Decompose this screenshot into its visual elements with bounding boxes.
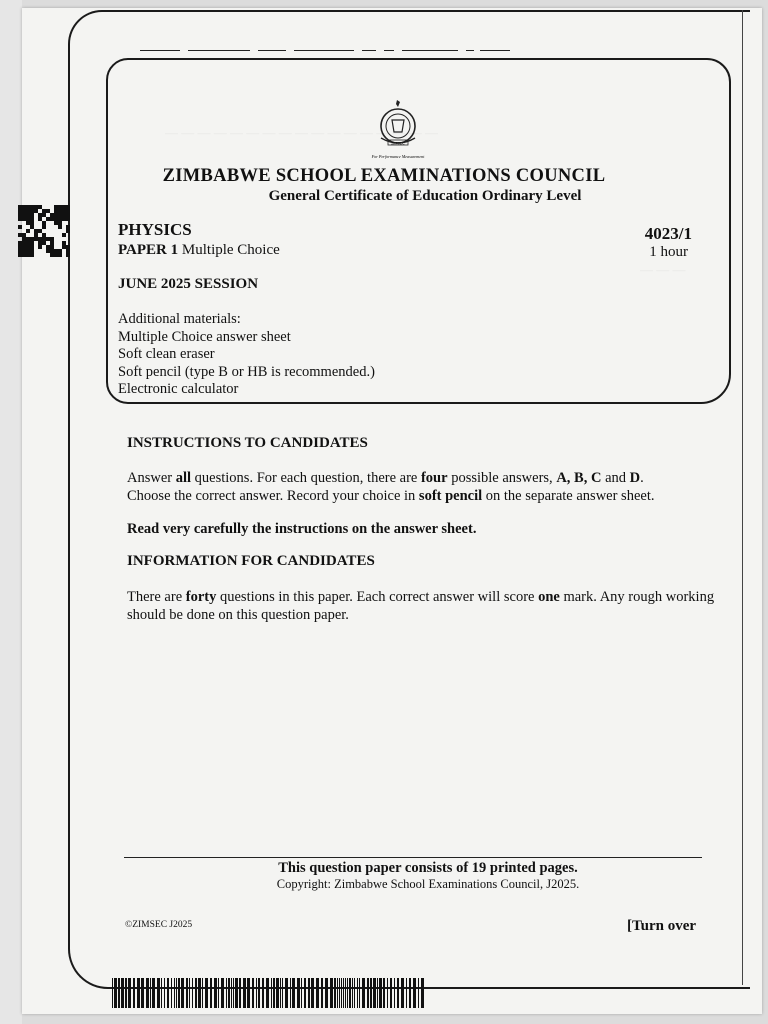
paper-code: 4023/1 — [644, 224, 692, 243]
exam-session: JUNE 2025 SESSION — [118, 276, 259, 292]
qr-code-icon — [18, 204, 70, 258]
turn-over-label: [Turn over — [627, 918, 697, 934]
crest-label: ZIMSEC — [391, 141, 405, 146]
candidate-dash-line — [140, 50, 500, 56]
zimsec-crest-logo — [364, 98, 440, 162]
subject-title: PHYSICS — [118, 220, 192, 239]
barcode-icon — [112, 978, 424, 1008]
instructions-paragraph: Answer all questions. For each question, there are four possible answers, A, B, C and D. Choose the correct answer. Record your choice in soft pencil on the separate answer sheet. — [127, 470, 655, 504]
paper-type: Multiple Choice — [181, 242, 280, 258]
information-heading: INFORMATION FOR CANDIDATES — [127, 553, 375, 569]
material-item: Soft clean eraser — [118, 346, 215, 362]
materials-heading: Additional materials: — [118, 311, 241, 327]
crest-motto: For Performance Measurement — [371, 154, 425, 159]
copyright-notice: Copyright: Zimbabwe School Examinations Council, J2025. — [276, 877, 580, 891]
paper-number: PAPER 1 — [118, 242, 179, 258]
footer-divider — [124, 857, 702, 858]
zimsec-mark: ©ZIMSEC J2025 — [125, 920, 193, 930]
answer-sheet-note: Read very carefully the instructions on the answer sheet. — [127, 521, 477, 537]
exam-duration: 1 hour — [649, 244, 688, 260]
council-title: ZIMBABWE SCHOOL EXAMINATIONS COUNCIL — [162, 166, 606, 186]
paper-label — [118, 242, 280, 259]
exam-level: General Certificate of Education Ordinary Level — [268, 188, 582, 204]
material-item: Multiple Choice answer sheet — [118, 328, 291, 345]
information-paragraph: There are forty questions in this paper. Each correct answer will score one mark. Any rough working should be done on this question paper. — [127, 589, 715, 623]
material-item: Electronic calculator — [118, 381, 239, 397]
outer-page-frame-edge — [742, 10, 743, 985]
show-through-text: — — — — [640, 262, 686, 277]
instructions-heading: INSTRUCTIONS TO CANDIDATES — [127, 435, 368, 451]
show-through-text: — — — — — — — — — — — — — — — — — — [165, 125, 438, 140]
page-count: This question paper consists of 19 printed pages. — [278, 860, 578, 876]
additional-materials — [118, 311, 375, 399]
material-item: Soft pencil (type B or HB is recommended.) — [118, 363, 375, 380]
